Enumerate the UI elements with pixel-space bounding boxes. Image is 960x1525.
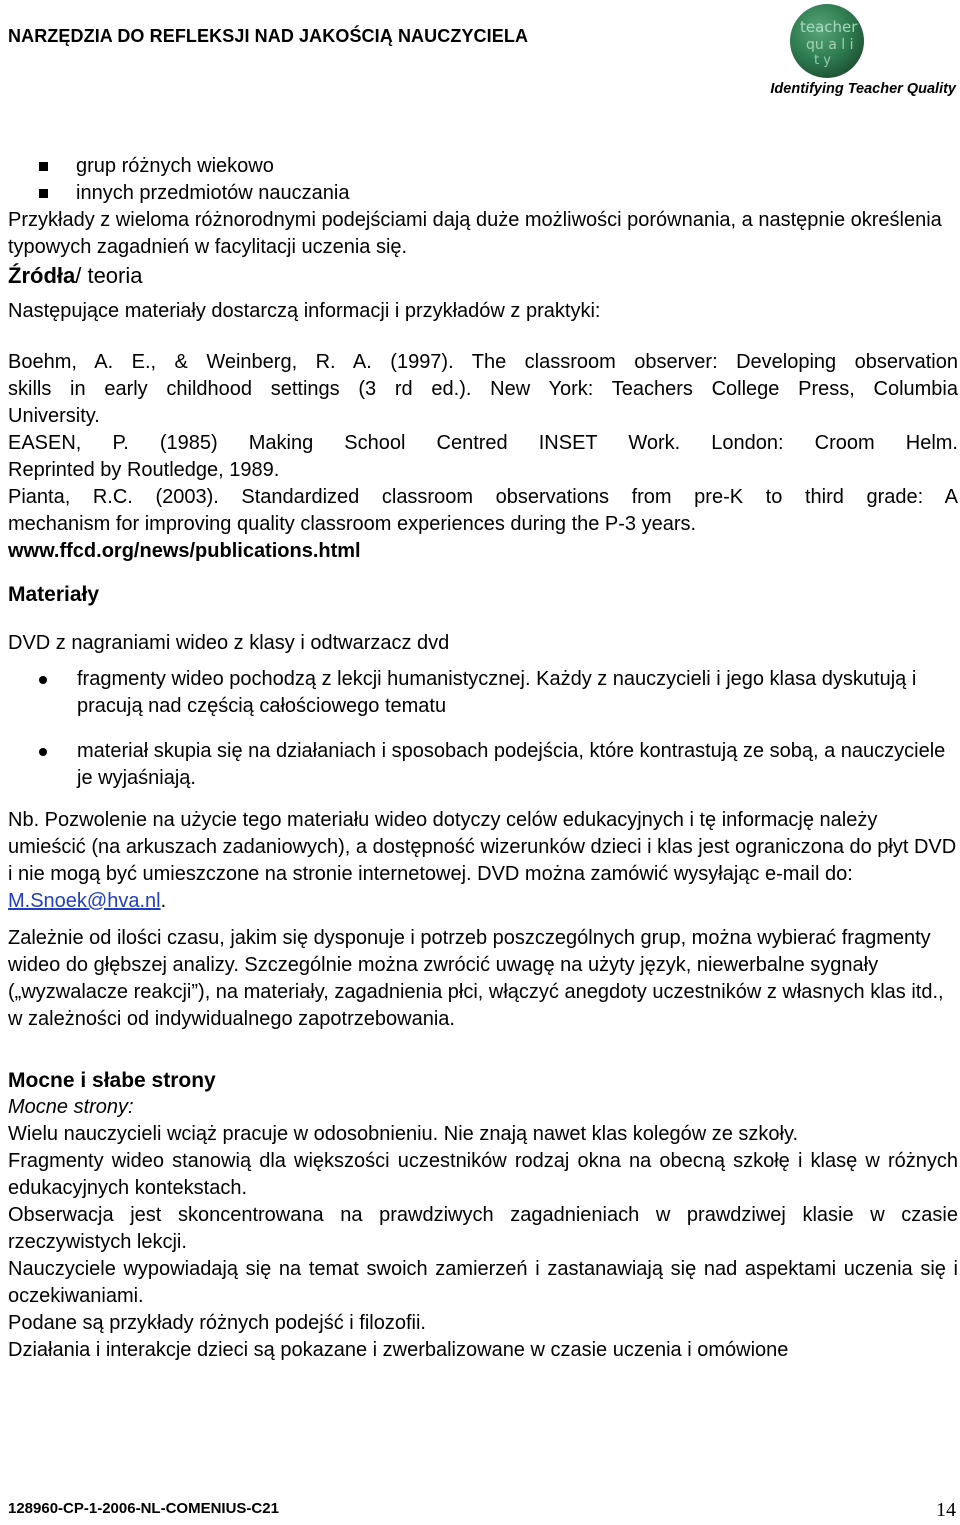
strength-paragraph: Nauczyciele wypowiadają się na temat swoich zamierzeń i zastanawiają się nad aspektami uczenia się i oczekiwaniami. xyxy=(8,1258,958,1307)
reference-line: Pianta, R.C. (2003). Standardized classroom observations from pre-K to third grade: A xyxy=(8,486,958,508)
sources-intro: Następujące materiały dostarczą informacji i przykładów z praktyki: xyxy=(8,300,601,322)
strength-paragraph: Podane są przykłady różnych podejść i filozofii. xyxy=(8,1312,426,1334)
reference-line: Boehm, A. E., & Weinberg, R. A. (1997). The classroom observer: Developing observation xyxy=(8,351,958,373)
strengths-subheading: Mocne strony: xyxy=(8,1096,134,1118)
svg-text:qu a l i: qu a l i xyxy=(806,37,854,53)
sources-heading xyxy=(8,261,958,291)
materials-heading: Materiały xyxy=(8,583,100,606)
dvd-line: DVD z nagraniami wideo z klasy i odtwarzacz dvd xyxy=(8,632,450,654)
nb-paragraph xyxy=(8,807,958,915)
publications-link[interactable]: www.ffcd.org/news/publications.html xyxy=(8,540,361,562)
list-item: fragmenty wideo pochodzą z lekcji humanistycznej. Każdy z nauczycieli i jego klasa dyskutują i pracują nad częścią całościowego tematu xyxy=(8,666,958,720)
reference-line: University. xyxy=(8,405,100,427)
strength-paragraph: Działania i interakcje dzieci są pokazane i zwerbalizowane w czasie uczenia i omówione xyxy=(8,1339,789,1361)
list-item: materiał skupia się na działaniach i sposobach podejścia, które kontrastują ze sobą, a nauczyciele je wyjaśniają. xyxy=(8,738,958,792)
reference-line: Reprinted by Routledge, 1989. xyxy=(8,459,280,481)
reference-line: EASEN, P. (1985) Making School Centred INSET Work. London: Croom Helm. xyxy=(8,432,958,454)
references-block xyxy=(8,349,958,565)
reference-line: skills in early childhood settings (3 rd ed.). New York: Teachers College Press, Columbia xyxy=(8,378,958,400)
materials-bullet-list xyxy=(8,666,958,792)
reference-line: mechanism for improving quality classroom experiences during the P-3 years. xyxy=(8,513,697,535)
comparison-paragraph: Przykłady z wieloma różnorodnymi podejściami dają duże możliwości porównania, a następnie określenia typowych zagadnień w facylitacji uczenia się. xyxy=(8,209,942,258)
strength-paragraph: Obserwacja jest skoncentrowana na prawdziwych zagadnieniach w prawdziwej klasie w czasie rzeczywistych lekcji. xyxy=(8,1204,958,1253)
page-number: 14 xyxy=(936,1499,956,1521)
header-title: NARZĘDZIA DO REFLEKSJI NAD JAKOŚCIĄ NAUCZYCIELA xyxy=(8,26,529,46)
sources-heading-bold: Źródła xyxy=(8,263,76,288)
nb-end: . xyxy=(160,890,167,912)
header-subtitle: Identifying Teacher Quality xyxy=(770,81,956,97)
page-content xyxy=(8,153,958,1364)
strengths-heading: Mocne i słabe strony xyxy=(8,1069,216,1092)
strength-paragraph: Fragmenty wideo stanowią dla większości uczestników rodzaj okna na obecną szkołę i klasę w różnych edukacyjnych kontekstach. xyxy=(8,1150,958,1199)
selection-paragraph: Zależnie od ilości czasu, jakim się dysponuje i potrzeb poszczególnych grup, można wybierać fragmenty wideo do głębszej analizy. Szczególnie można zwrócić uwagę na użyty język, niewerbalne sygnały („wyzwalacze reakcji”), na materiały, zagadnienia płci, włączyć anegdoty uczestników z własnych klas itd., w zależności od indywidualnego zapotrzebowania. xyxy=(8,927,944,1030)
nb-text: Nb. Pozwolenie na użycie tego materiału wideo dotyczy celów edukacyjnych i tę informację należy umieścić (na arkuszach zadaniowych), a dostępność wizerunków dzieci i klas jest ograniczona do płyt DVD i nie mogą być umieszczone na stronie internetowej. DVD można zamówić wysyłając e-mail do: xyxy=(8,809,957,885)
email-link[interactable]: M.Snoek@hva.nl xyxy=(8,890,161,912)
sources-heading-rest: / teoria xyxy=(75,263,143,288)
list-item: innych przedmiotów nauczania xyxy=(8,180,958,207)
svg-text:teacher: teacher xyxy=(800,18,858,36)
target-groups-list xyxy=(8,153,958,207)
svg-text:t y: t y xyxy=(814,53,831,68)
teacher-quality-logo xyxy=(786,2,868,80)
list-item: grup różnych wiekowo xyxy=(8,153,958,180)
strength-paragraph: Wielu nauczycieli wciąż pracuje w odosobnieniu. Nie znają nawet klas kolegów ze szkoły. xyxy=(8,1123,799,1145)
footer-project-code: 128960-CP-1-2006-NL-COMENIUS-C21 xyxy=(8,1500,279,1517)
